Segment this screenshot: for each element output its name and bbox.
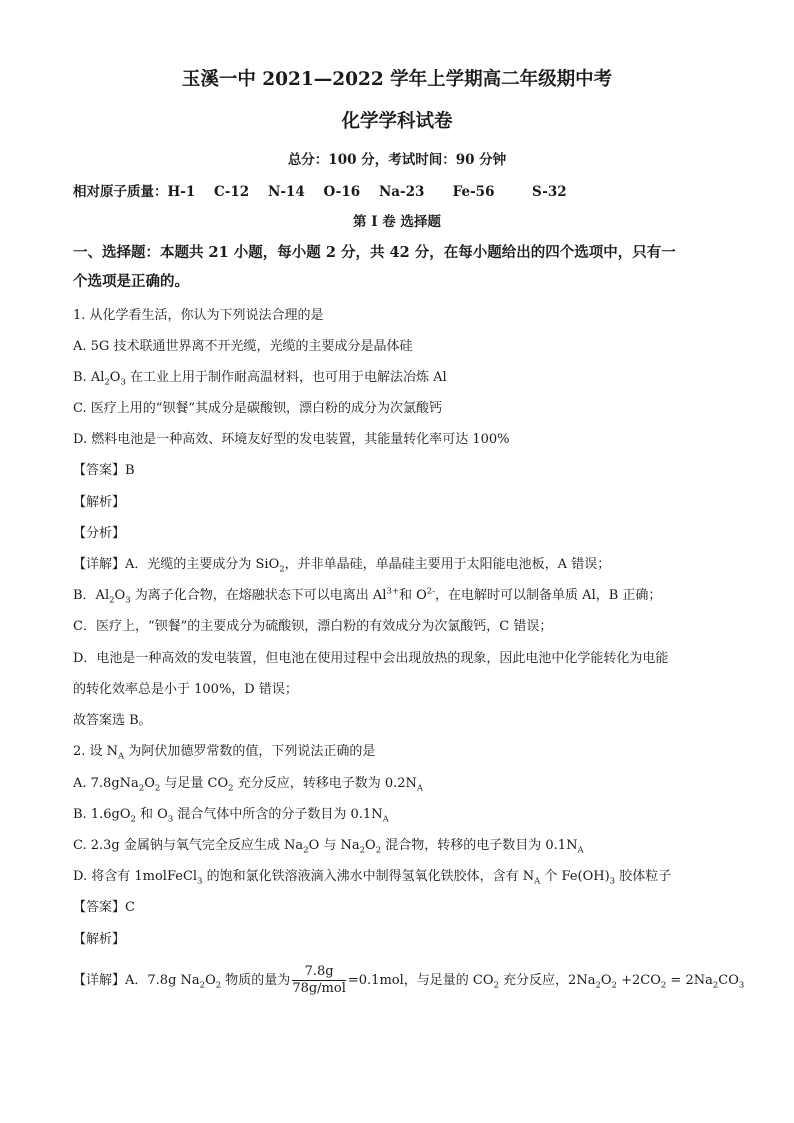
exam-subtitle: 化学学科试卷 (341, 111, 453, 132)
q1-detail-d-2: 的转化效率总是小于 100%，D 错误； (73, 682, 298, 697)
score-time: 总分：100 分，考试时间：90 分钟 (287, 152, 507, 168)
q2-option-d: D. 将含有 1molFeCl$_3$ 的饱和氯化铁溶液滴入沸水中制得氢氧化铁胶体，含有 $N_A$ 个 $Fe(OH)_3$ 胶体粒子 (73, 869, 672, 887)
molar-fraction (292, 964, 346, 997)
volume-title: 第 I 卷 选择题 (353, 214, 441, 230)
q1-option-b: B. $Al_2O_3$ 在工业上用于制作耐高温材料，也可用于电解法冶炼 Al (73, 370, 447, 388)
q2-stem: 2. 设 $N_A$ 为阿伏加德罗常数的值，下列说法正确的是 (73, 744, 376, 762)
q1-option-a: A. 5G 技术联通世界离不开光缆，光缆的主要成分是晶体硅 (73, 339, 413, 354)
q1-stem: 1. 从化学看生活，你认为下列说法合理的是 (73, 308, 324, 323)
q2-option-c: C. 2.3g 金属钠与氧气完全反应生成 $Na_2O$ 与 $Na_2O_2$ 混合物，转移的电子数目为 $0.1N_A$ (73, 838, 584, 856)
q1-conclusion: 故答案选 B。 (73, 713, 152, 728)
section-instructions-1: 一、选择题：本题共 21 小题，每小题 2 分，共 42 分，在每小题给出的四个选项中，只有一 (73, 244, 676, 261)
q2-detail-a: 【详解】A．7.8g $Na_2O_2$ 物质的量为 $\frac{7.8g}{\text{78g/mol}}$ =0.1mol，与足量的 $CO_2$ 充分反应，$2Na_2O_2 +2CO_2 = 2Na_2CO_3$ (73, 964, 745, 996)
q1-detail-a: 【详解】A．光缆的主要成分为 SiO$_2$，并非单晶硅，单晶硅主要用于太阳能电池板，A 错误； (73, 557, 611, 575)
q1-option-d: D. 燃料电池是一种高效、环境友好型的发电装置，其能量转化率可达 100% (73, 432, 510, 447)
section-instructions-2: 个选项是正确的。 (73, 273, 189, 290)
exam-title: 玉溪一中 2021—2022 学年上学期高二年级期中考 (181, 69, 613, 90)
q2-option-b: B. $1.6gO_2$ 和 $O_3$ 混合气体中所含的分子数目为 $0.1N_A$ (73, 807, 389, 825)
q1-fenxi-tag: 【分析】 (73, 526, 126, 541)
fraction-denominator: 78g/mol (292, 981, 346, 996)
q2-answer: 【答案】C (73, 900, 135, 915)
q1-detail-c: C．医疗上，“钡餐”的主要成分为硫酸钡，漂白粉的有效成分为次氯酸钙，C 错误； (73, 619, 553, 634)
q1-analysis-tag: 【解析】 (73, 495, 126, 510)
q1-detail-d-1: D．电池是一种高效的发电装置，但电池在使用过程中会出现放热的现象，因此电池中化学能转化为电能 (73, 651, 669, 666)
q2-analysis-tag: 【解析】 (73, 932, 126, 947)
fraction-numerator: 7.8g (292, 964, 346, 981)
q1-detail-b: B．$Al_2O_3$ 为离子化合物，在熔融状态下可以电离出 $Al^{3+}$和 $O^{2-}$，在电解时可以制备单质 Al，B 正确； (73, 586, 662, 606)
q1-answer: 【答案】B (73, 463, 135, 478)
atomic-mass: 相对原子质量：H-1 C-12 N-14 O-16 Na-23 Fe-56 S-32 (73, 184, 567, 200)
q1-option-c: C. 医疗上用的“钡餐”其成分是碳酸钡，漂白粉的成分为次氯酸钙 (73, 401, 443, 416)
q2-option-a: A. $7.8gNa_2O_2$ 与足量 $CO_2$ 充分反应，转移电子数为 $0.2N_A$ (73, 776, 424, 794)
